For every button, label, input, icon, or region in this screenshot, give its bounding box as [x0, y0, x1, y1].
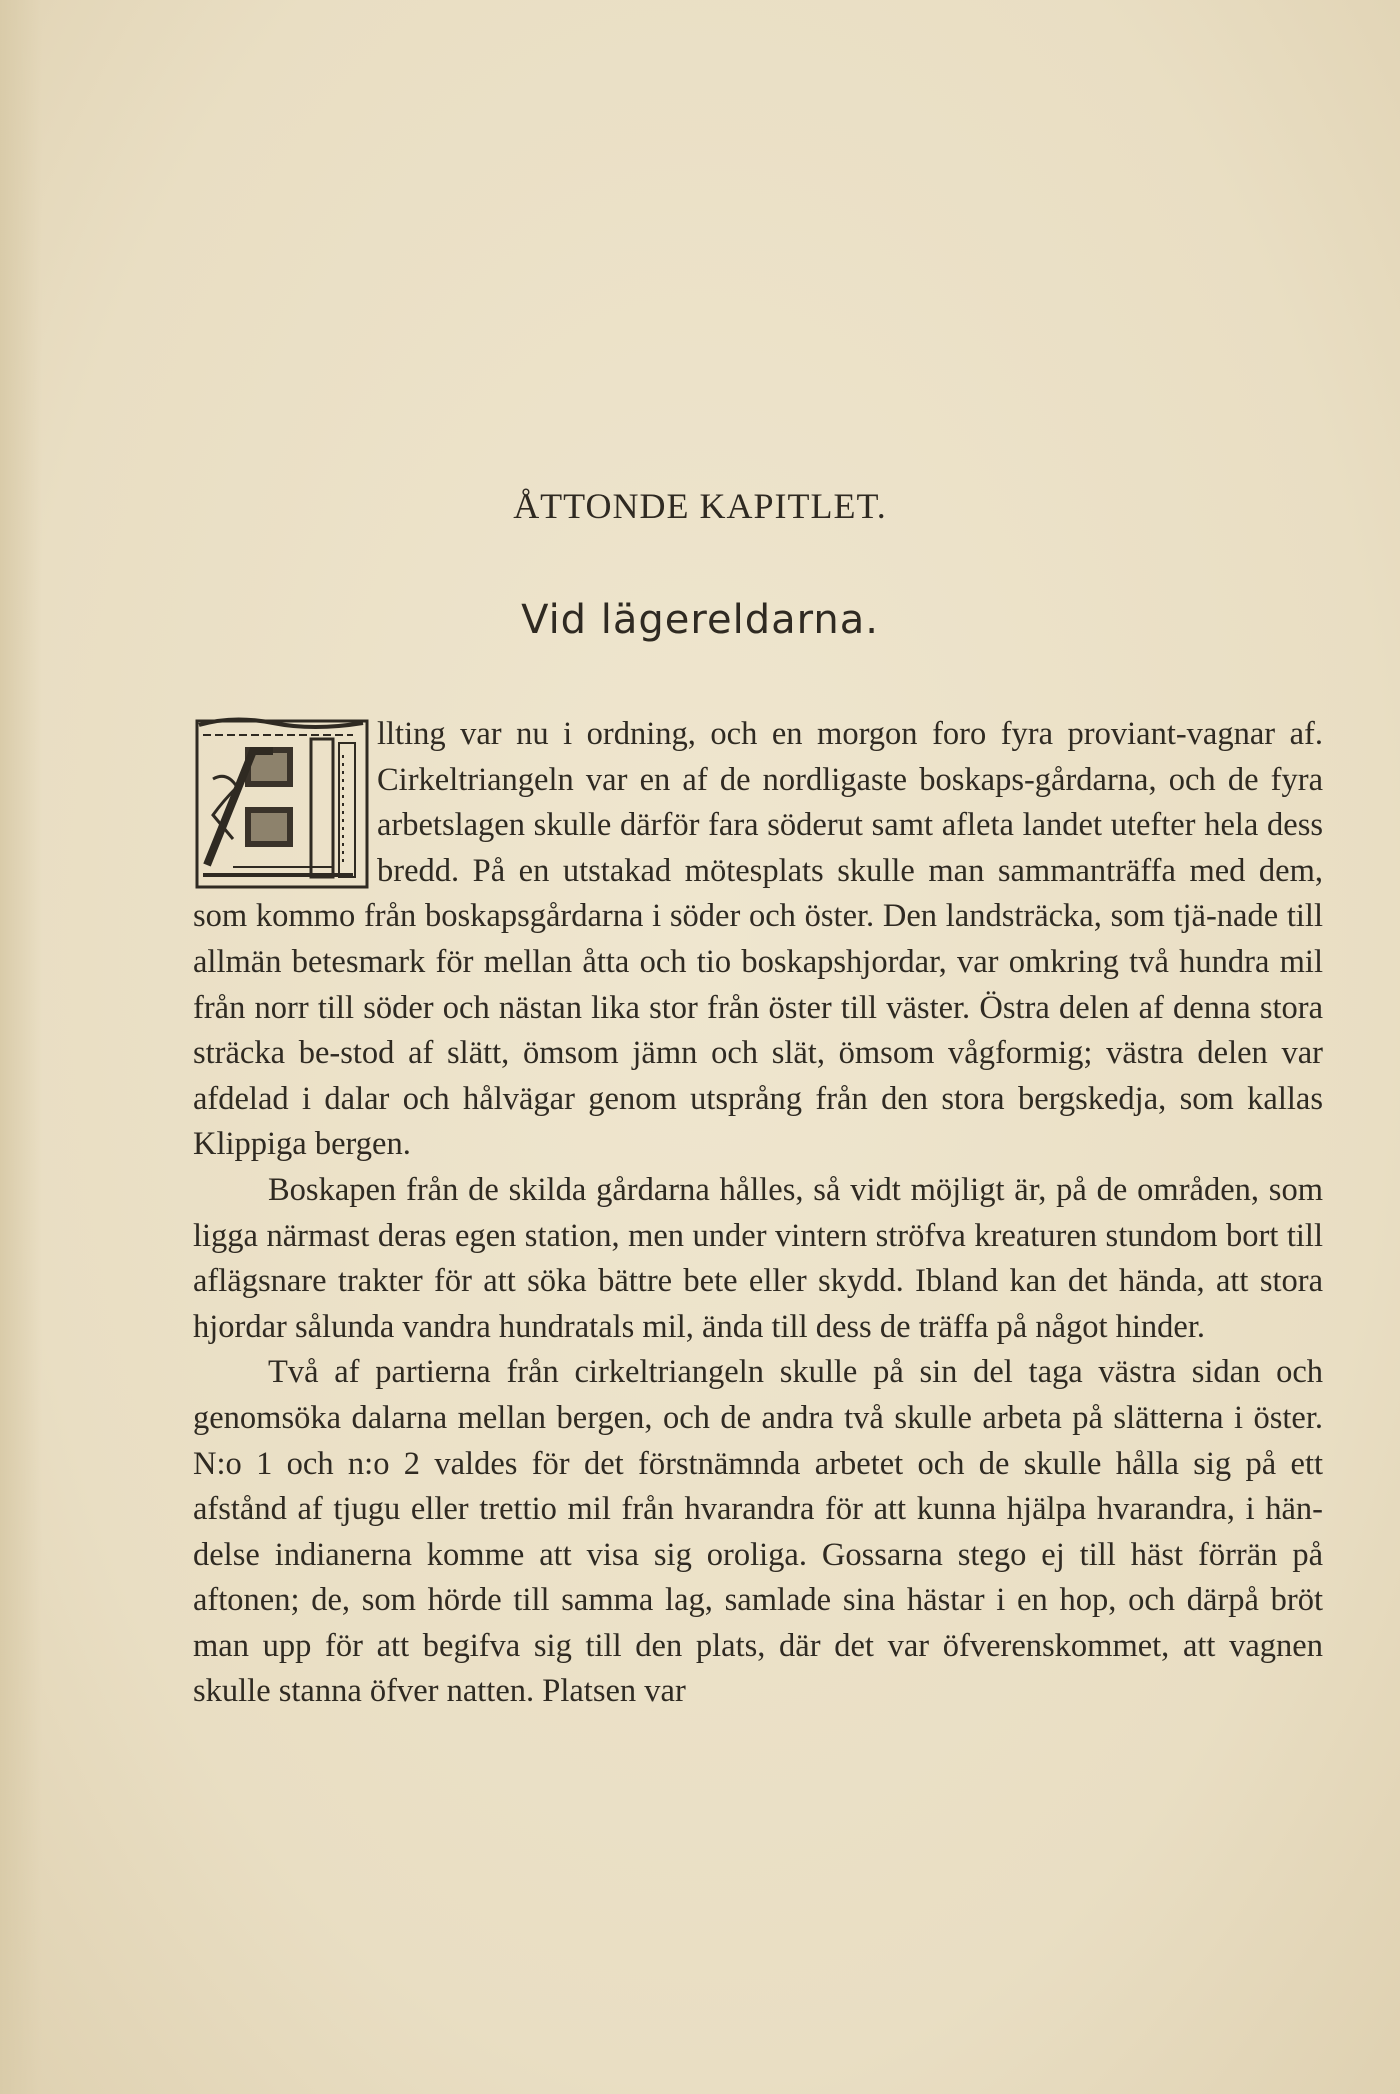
body-text — [193, 712, 1323, 1715]
paragraph-1 — [193, 712, 1323, 1168]
paragraph-2: Boskapen från de skilda gårdarna hålles, så vidt möjligt är, på de områden, som ligga närmast deras egen station, men under vintern ströfva kreaturen stundom bort till aflägsnare trakter för att söka bättre bete eller skydd. Ibland kan det hända, att stora hjordar sålunda vandra hundratals mil, ända till dess de träffa på något hinder. — [193, 1171, 1323, 1345]
paragraph-1-text: llting var nu i ordning, och en morgon foro fyra proviant-vagnar af. Cirkeltriangeln var en af de nordligaste boskaps-gårdarna, och de fyra arbetslagen skulle därför fara söderut samt afleta landet utefter hela dess bredd. På en utstakad mötesplats skulle man sammanträffa med dem, som kommo från boskapsgårdarna i söder och öster. Den landsträcka, som tjä-nade till allmän betesmark för mellan åtta och tio boskapshjordar, var omkring två hundra mil från norr till söder och nästan lika stor från öster till väster. Östra delen af denna stora sträcka be-stod af slätt, ömsom jämn och slät, ömsom vågformig; västra delen var afdelad i dalar och hålvägar genom utsprång från den stora bergskedja, som kallas Klippiga bergen. — [193, 716, 1323, 1163]
page-edge-shadow — [0, 0, 42, 2094]
ornamental-initial-a — [193, 715, 373, 893]
chapter-title: Vid lägereldarna. — [521, 597, 879, 643]
chapter-heading: ÅTTONDE KAPITLET. — [513, 486, 887, 526]
paragraph-3: Två af partierna från cirkeltriangeln skulle på sin del taga västra sidan och genomsöka dalarna mellan bergen, och de andra två skulle arbeta på slätterna i öster. N:o 1 och n:o 2 valdes för det förstnämnda arbetet och de skulle hålla sig på ett afstånd af tjugu eller trettio mil från hvarandra för att kunna hjälpa hvarandra, i hän-delse indianerna komme att visa sig oroliga. Gossarna stego ej till häst förrän på aftonen; de, som hörde till samma lag, samlade sina hästar i en hop, och därpå bröt man upp för att begifva sig till den plats, där det var öfverenskommet, att vagnen skulle stanna öfver natten. Platsen var — [193, 1354, 1323, 1710]
